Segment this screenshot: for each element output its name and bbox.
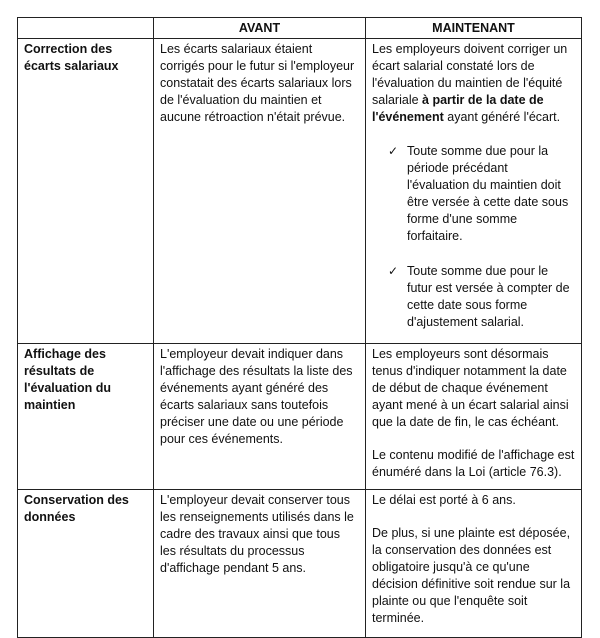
maintenant-paragraph: De plus, si une plainte est déposée, la conservation des données est obligatoire jusqu'à ce qu'une décision définitive soit rendue sur la plainte ou que l'enquête soit terminée. xyxy=(372,526,571,625)
header-empty xyxy=(18,18,154,39)
maintenant-paragraph: Le délai est porté à 6 ans. xyxy=(372,493,516,507)
avant-cell: L'employeur devait indiquer dans l'affichage des résultats la liste des événements ayant généré des écarts salariaux sans toutefois préciser une date ou une période pour ces événements. xyxy=(154,344,366,490)
avant-cell: Les écarts salariaux étaient corrigés pour le futur si l'employeur constatait des écarts salariaux lors de l'évaluation du maintien et aucune rétroaction n'était prévue. xyxy=(154,39,366,344)
intro-text: Les employeurs doivent corriger un écart salarial constaté lors de l'évaluation du maintien de l'équité salariale xyxy=(372,42,568,107)
avant-cell: L'employeur devait conserver tous les renseignements utilisés dans le cadre des travaux ainsi que tous les résultats du processus d'affichage pendant 5 ans. xyxy=(154,490,366,638)
checkmark-icon: ✓ xyxy=(388,264,399,278)
maintenant-paragraph: Les employeurs sont désormais tenus d'indiquer notamment la date de début de chaque événement ayant mené à un écart salarial ainsi que la date de fin, le cas échéant. xyxy=(372,347,569,429)
row-label: Correction des écarts salariaux xyxy=(18,39,154,344)
header-avant: AVANT xyxy=(154,18,366,39)
checkmark-icon: ✓ xyxy=(388,144,399,158)
header-maintenant: MAINTENANT xyxy=(366,18,582,39)
list-item-text: Toute somme due pour le futur est versée à compter de cette date sous forme d'ajustement salarial. xyxy=(407,264,570,329)
maintenant-intro xyxy=(372,41,575,126)
row-label: Conservation des données xyxy=(18,490,154,638)
checkmark-list xyxy=(372,143,575,331)
maintenant-paragraph: Le contenu modifié de l'affichage est énuméré dans la Loi (article 76.3). xyxy=(372,448,575,479)
table-row-correction xyxy=(18,39,582,344)
comparison-table xyxy=(17,17,582,638)
maintenant-cell xyxy=(366,490,582,638)
list-item xyxy=(372,143,571,245)
maintenant-cell xyxy=(366,39,582,344)
table-row-conservation xyxy=(18,490,582,638)
intro-end-text: ayant généré l'écart. xyxy=(443,110,561,124)
list-item-text: Toute somme due pour la période précédant l'évaluation du maintien doit être versée à cette date sous forme d'une somme forfaitaire. xyxy=(407,144,569,243)
maintenant-cell xyxy=(366,344,582,490)
list-item xyxy=(372,263,571,331)
header-row xyxy=(18,18,582,39)
table-row-affichage xyxy=(18,344,582,490)
row-label: Affichage des résultats de l'évaluation du maintien xyxy=(18,344,154,490)
intro-bold-text: à partir de la date de l'événement xyxy=(372,93,544,124)
